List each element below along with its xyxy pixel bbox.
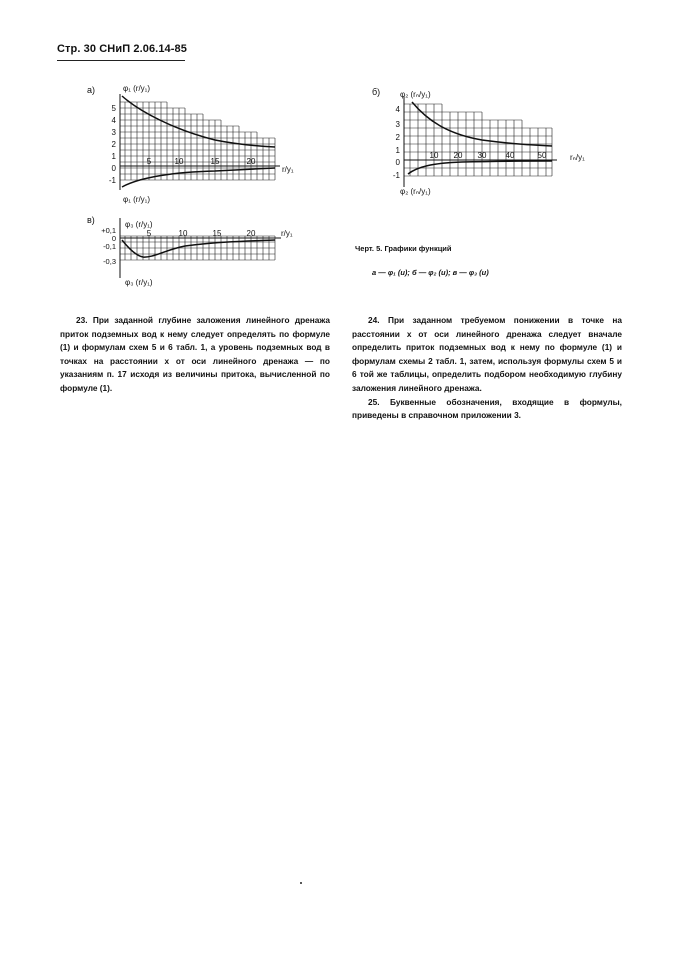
chart-c-xtick: 5 bbox=[146, 229, 152, 238]
chart-a-curve-upper bbox=[122, 96, 275, 147]
chart-c-ylabel-bottom: φ₃ (r/y₁) bbox=[125, 278, 153, 287]
chart-a-ytick: 1 bbox=[111, 152, 116, 161]
chart-c-ylabel-top: φ₃ (r/y₁) bbox=[125, 220, 153, 229]
chart-b-ylabel-bottom: φ₂ (rₙ/y₁) bbox=[400, 187, 431, 196]
section-25-text: Буквенные обозначения, входящие в формулы, приведены в справочном приложении 3. bbox=[352, 396, 622, 421]
chart-a bbox=[85, 80, 300, 205]
section-24-number: 24. bbox=[368, 315, 380, 325]
section-23-number: 23. bbox=[76, 315, 88, 325]
section-23-text: При заданной глубине заложения линейного дренажа приток подземных вод к нему следует определять по формуле (1) и формулам схем 5 и 6 табл. 1, а уровень подземных вод в точках на расстоянии x от оси линейного дренажа — по указаниям п. 17 исходя из величины притока, вычисленной по формуле (1). bbox=[60, 315, 331, 393]
chart-c-xtick: 15 bbox=[212, 229, 222, 238]
chart-a-x-ticks bbox=[147, 157, 256, 166]
section-25-number: 25. bbox=[368, 396, 380, 407]
chart-c-x-ticks bbox=[147, 229, 256, 238]
chart-b-xtick: 20 bbox=[453, 151, 463, 160]
chart-a-ytick: 2 bbox=[111, 140, 116, 149]
chart-b-ytick: 2 bbox=[395, 133, 400, 142]
chart-c bbox=[85, 210, 300, 292]
chart-a-ytick: 0 bbox=[111, 164, 116, 173]
chart-c-panel-label: в) bbox=[87, 215, 95, 225]
chart-b-xlabel: rₙ/y₁ bbox=[570, 153, 585, 162]
chart-a-grid bbox=[120, 102, 275, 180]
chart-c-y-ticks bbox=[101, 226, 116, 266]
chart-c-xtick: 20 bbox=[246, 229, 256, 238]
chart-a-ytick: 5 bbox=[111, 104, 116, 113]
chart-b-xtick: 10 bbox=[429, 151, 439, 160]
chart-a-xtick: 20 bbox=[246, 157, 256, 166]
chart-b-panel-label: б) bbox=[372, 87, 381, 97]
chart-b-ytick: -1 bbox=[392, 171, 400, 180]
chart-b-xtick: 30 bbox=[477, 151, 487, 160]
figure-caption: Черт. 5. Графики функций bbox=[355, 244, 452, 253]
header-rule bbox=[57, 60, 185, 61]
section-23 bbox=[60, 314, 330, 396]
chart-a-xlabel: r/y₁ bbox=[282, 165, 294, 174]
chart-a-y-ticks bbox=[109, 104, 117, 185]
page-dot bbox=[300, 882, 302, 884]
chart-a-ytick: 4 bbox=[111, 116, 116, 125]
section-24-text: При заданном требуемом понижении в точке на расстоянии x от оси линейного дренажа следует вначале определить приток подземных вод к нему по формуле (1) и формулам схемы 2 табл. 1, затем, используя формулы схем 5 и 6 той же таблицы, определить подбором необходимую глубину заложения линейного дренажа. bbox=[352, 315, 623, 393]
chart-a-ylabel-bottom: φ₁ (r/y₁) bbox=[123, 195, 151, 204]
chart-b-ytick: 1 bbox=[395, 146, 400, 155]
chart-b-x-ticks bbox=[430, 151, 547, 160]
left-column bbox=[60, 314, 330, 396]
chart-b bbox=[372, 82, 602, 207]
chart-a-ytick: -1 bbox=[108, 176, 116, 185]
chart-c-xtick: 10 bbox=[178, 229, 188, 238]
chart-a-xtick: 10 bbox=[174, 157, 184, 166]
chart-a-ytick: 3 bbox=[111, 128, 116, 137]
chart-c-ytick: -0,1 bbox=[103, 242, 116, 251]
chart-b-xtick: 40 bbox=[505, 151, 515, 160]
chart-b-curve-lower bbox=[408, 161, 552, 174]
chart-c-ytick: +0,1 bbox=[101, 226, 116, 235]
chart-a-curve-lower bbox=[122, 168, 275, 187]
chart-b-ytick: 4 bbox=[395, 105, 400, 114]
chart-c-curve bbox=[122, 240, 275, 257]
chart-b-y-ticks bbox=[393, 105, 401, 180]
section-24 bbox=[352, 314, 622, 396]
chart-c-xlabel: r/y₁ bbox=[281, 229, 293, 238]
chart-c-ytick: -0,3 bbox=[103, 257, 116, 266]
chart-a-ylabel-top: φ₁ (r/y₁) bbox=[123, 84, 151, 93]
chart-b-xtick: 50 bbox=[537, 151, 547, 160]
page-header: Стр. 30 СНиП 2.06.14-85 bbox=[57, 43, 187, 55]
chart-b-ylabel-top: φ₂ (rₙ/y₁) bbox=[400, 90, 431, 99]
figure-legend: а — φ₁ (u); б — φ₂ (u); в — φ₃ (u) bbox=[372, 268, 489, 277]
chart-b-ytick: 0 bbox=[395, 158, 400, 167]
chart-a-xtick: 15 bbox=[210, 157, 220, 166]
chart-a-xtick: 5 bbox=[146, 157, 152, 166]
chart-a-panel-label: а) bbox=[87, 85, 96, 95]
chart-b-ytick: 3 bbox=[395, 120, 400, 129]
right-column bbox=[352, 314, 622, 423]
section-25 bbox=[352, 396, 622, 423]
chart-c-ytick: 0 bbox=[111, 234, 116, 243]
